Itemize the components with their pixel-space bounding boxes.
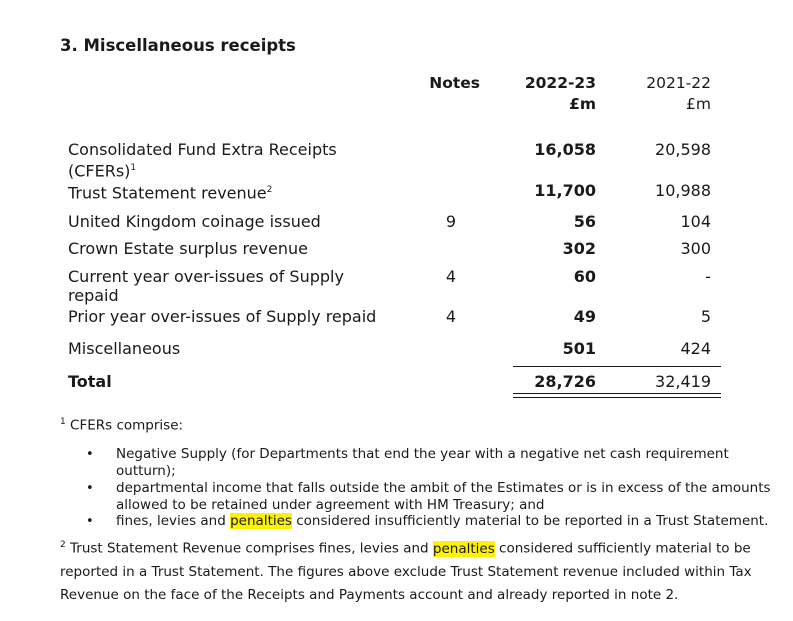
current-value: 11,700 xyxy=(534,181,596,200)
prior-value: 300 xyxy=(680,239,711,258)
note-ref: 4 xyxy=(445,307,457,326)
current-value: 60 xyxy=(573,267,596,286)
footnote-2: $^2$ Trust Statement Revenue comprises fines, levies and penalties considered sufficiently material to be reported in a Trust Statement. The figures above exclude Trust Statement revenue included within Tax Revenue on the face of the Receipts and Payments account and already reported in note 2. xyxy=(60,540,752,603)
prior-value: - xyxy=(705,267,711,286)
row-label: Prior year over-issues of Supply repaid xyxy=(68,307,377,326)
current-value: 49 xyxy=(573,307,596,326)
prior-value: 5 xyxy=(700,307,711,326)
current-value: 501 xyxy=(562,339,596,358)
prior-value: 104 xyxy=(680,212,711,231)
footnote-1-intro: $^1$ CFERs comprise: xyxy=(60,417,184,434)
current-unit-header: £m xyxy=(569,95,596,113)
total-top-rule xyxy=(513,366,721,367)
current-value: 302 xyxy=(562,239,596,258)
footnote-bullet: fines, levies and penalties considered insufficiently material to be reported in a Trust Statement. xyxy=(116,513,769,529)
highlighted-term: penalties xyxy=(230,513,292,529)
prior-value: 10,988 xyxy=(655,181,711,200)
row-label: Consolidated Fund Extra Receipts (CFERs)$^1$ xyxy=(68,140,337,181)
prior-unit-header: £m xyxy=(686,95,711,113)
bullet-dot: • xyxy=(86,447,94,462)
row-label: Crown Estate surplus revenue xyxy=(68,239,308,258)
footnote-bullet: departmental income that falls outside the ambit of the Estimates or is in excess of the amounts allowed to be retained under agreement with HM Treasury; and xyxy=(116,480,771,513)
total-prior-value: 32,419 xyxy=(655,372,711,391)
prior-value: 424 xyxy=(680,339,711,358)
footnote-bullet: Negative Supply (for Departments that end the year with a negative net cash requirement outturn); xyxy=(116,446,729,479)
footnote-marker: 1 xyxy=(60,417,66,427)
row-label: United Kingdom coinage issued xyxy=(68,212,321,231)
total-double-rule-2 xyxy=(513,397,721,398)
prior-value: 20,598 xyxy=(655,140,711,159)
total-label: Total xyxy=(68,372,112,391)
total-double-rule-1 xyxy=(513,393,721,394)
current-value: 56 xyxy=(573,212,596,231)
current-year-header: 2022-23 xyxy=(524,74,596,92)
note-ref: 4 xyxy=(445,267,457,286)
prior-year-header: 2021-22 xyxy=(646,74,711,92)
row-label: Miscellaneous xyxy=(68,339,181,358)
footnote-marker: 2 xyxy=(60,540,66,550)
footnote-marker: 2 xyxy=(266,185,273,195)
total-current-value: 28,726 xyxy=(534,372,596,391)
bullet-dot: • xyxy=(86,514,94,529)
footnote-marker: 1 xyxy=(130,163,137,173)
current-value: 16,058 xyxy=(534,140,596,159)
row-label: Current year over-issues of Supply repaid xyxy=(68,267,344,305)
notes-column-header: Notes xyxy=(429,74,480,92)
section-heading: 3. Miscellaneous receipts xyxy=(60,36,296,55)
bullet-dot: • xyxy=(86,481,94,496)
row-label: Trust Statement revenue$^2$ xyxy=(68,183,273,203)
note-ref: 9 xyxy=(445,212,457,231)
highlighted-term: penalties xyxy=(432,540,495,557)
